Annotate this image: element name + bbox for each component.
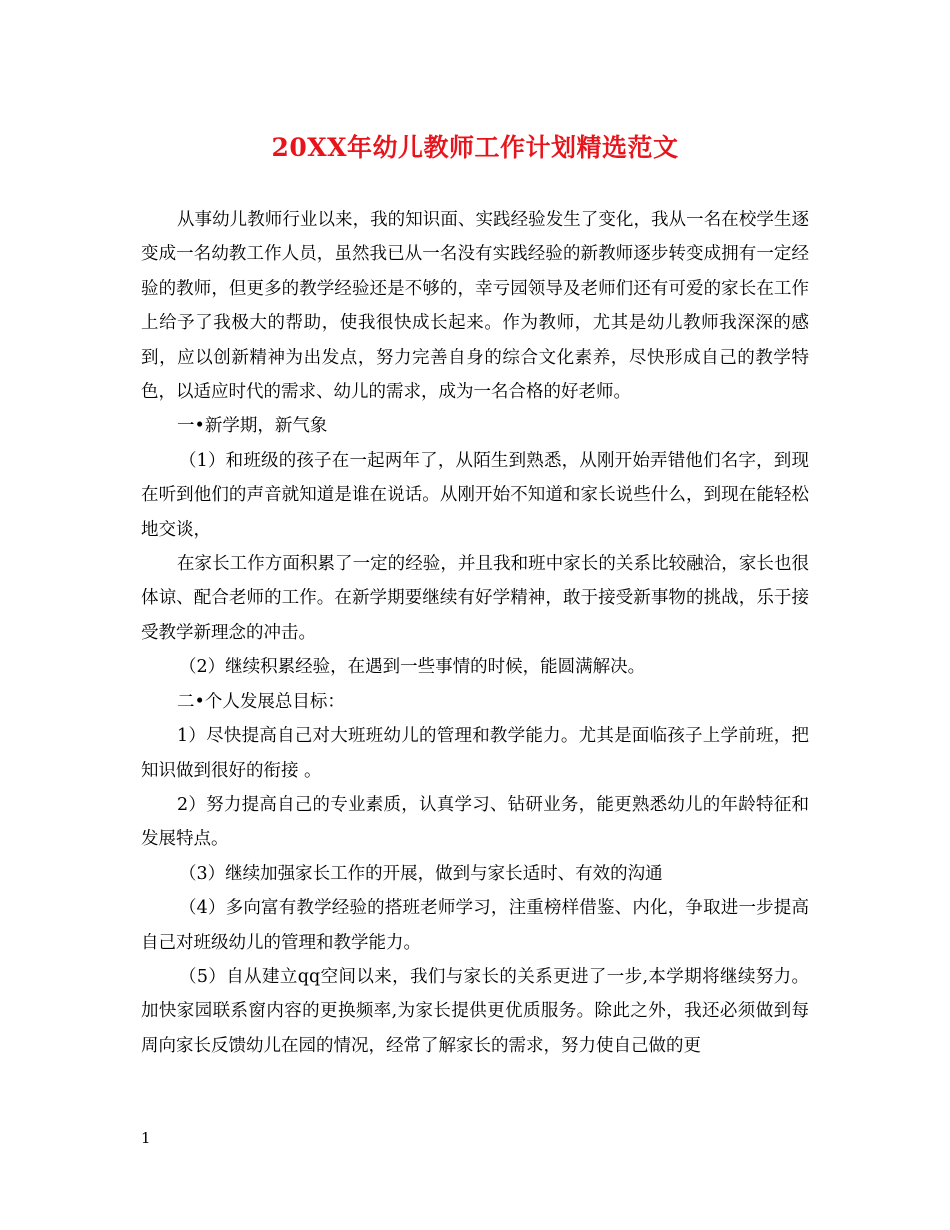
document-body — [141, 203, 809, 1063]
goal-item-5: （5）自从建立qq空间以来，我们与家长的关系更进了一步,本学期将继续努力。加快家园联系窗内容的更换频率,为家长提供更优质服务。除此之外，我还必须做到每周向家长反馈幼儿在园的情况，经常了解家长的需求，努力使自己做的更 — [141, 966, 809, 1056]
paragraph-parent-work: 在家长工作方面积累了一定的经验，并且我和班中家长的关系比较融洽，家长也很体谅、配合老师的工作。在新学期要继续有好学精神，敢于接受新事物的挑战，乐于接受教学新理念的冲击。 — [141, 554, 809, 643]
paragraph-item-2: （2）继续积累经验，在遇到一些事情的时候，能圆满解决。 — [179, 657, 646, 678]
document-title: 20XX年幼儿教师工作计划精选范文 — [271, 133, 679, 162]
paragraph-item-1: （1）和班级的孩子在一起两年了，从陌生到熟悉，从刚开始弄错他们名字，到现在听到他们的声音就知道是谁在说话。从刚开始不知道和家长说些什么，到现在能轻松地交谈， — [141, 450, 809, 540]
goal-item-1: 1）尽快提高自己对大班班幼儿的管理和教学能力。尤其是面临孩子上学前班，把知识做到很好的衔接 。 — [141, 726, 809, 781]
paragraph-intro: 从事幼儿教师行业以来，我的知识面、实践经验发生了变化，我从一名在校学生逐变成一名幼教工作人员，虽然我已从一名没有实践经验的新教师逐步转变成拥有一定经验的教师，但更多的教学经验还是不够的，幸亏园领导及老师们还有可爱的家长在工作上给予了我极大的帮助，使我很快成长起来。作为教师，尤其是幼儿教师我深深的感到，应以创新精神为出发点，努力完善自身的综合文化素养，尽快形成自己的教学特色，以适应时代的需求、幼儿的需求，成为一名合格的好老师。 — [141, 210, 809, 403]
goal-item-2: 2）努力提高自己的专业素质，认真学习、钻研业务，能更熟悉幼儿的年龄特征和发展特点。 — [141, 794, 809, 850]
goal-item-4: （4）多向富有教学经验的搭班老师学习，注重榜样借鉴、内化，争取进一步提高自己对班级幼儿的管理和教学能力。 — [141, 898, 809, 953]
section-heading-1: 一•新学期，新气象 — [177, 416, 328, 437]
page-number: 1 — [141, 1129, 151, 1147]
goal-item-3: （3）继续加强家长工作的开展，做到与家长适时、有效的沟通 — [179, 863, 663, 884]
section-heading-2: 二•个人发展总目标： — [177, 691, 345, 712]
